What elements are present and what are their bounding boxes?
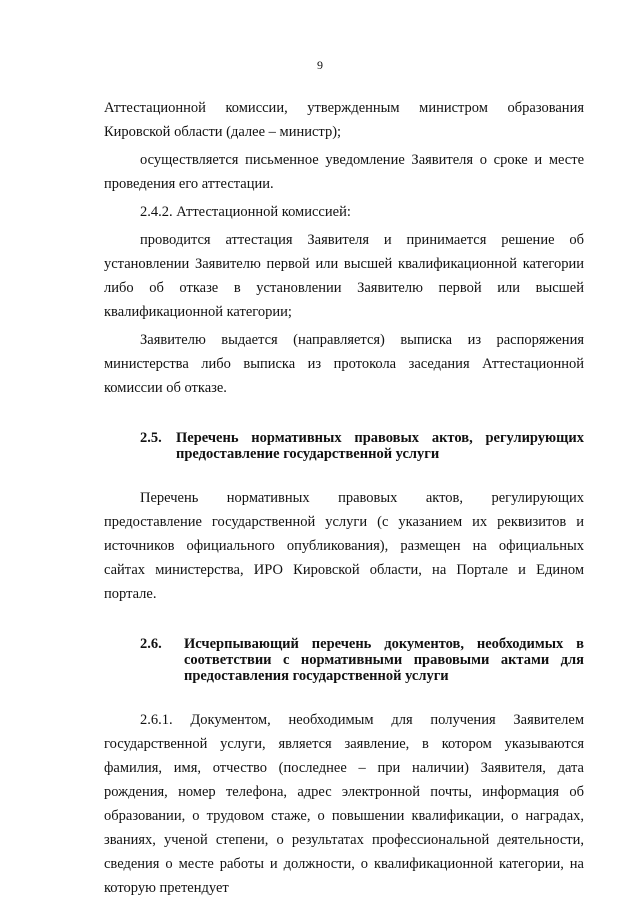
paragraph-attestation-decision: проводится аттестация Заявителя и принимается решение об установлении Заявителю первой или высшей квалификационной категории либо об отказе в установлении Заявителю первой или высшей квалификационной категории; — [104, 232, 584, 320]
section-title: Перечень нормативных правовых актов, регулирующих предоставление государственной услуги — [176, 430, 584, 462]
section-number: 2.6. — [140, 636, 162, 652]
paragraph-notification: осуществляется письменное уведомление Заявителя о сроке и месте проведения его аттестации. — [104, 152, 584, 192]
page-number: 9 — [317, 58, 323, 72]
paragraph-2-4-2: 2.4.2. Аттестационной комиссией: — [140, 204, 351, 220]
section-heading-2-6 — [104, 636, 584, 684]
section-number: 2.5. — [140, 430, 162, 446]
section-heading-2-5 — [104, 430, 584, 462]
document-body — [104, 96, 584, 900]
paragraph-commission-continuation: Аттестационной комиссии, утвержденным министром образования Кировской области (далее – министр); — [104, 100, 584, 140]
paragraph-2-6-1: 2.6.1. Документом, необходимым для получения Заявителем государственной услуги, является заявление, в котором указываются фамилия, имя, отчество (последнее – при наличии) Заявителя, дата рождения, номер телефона, адрес электронной почты, информация об образовании, о трудовом стаже, о повышении квалификации, о наградах, званиях, ученой степени, о результатах профессиональной деятельности, сведения о месте работы и должности, о квалификационной категории, на которую претендует — [104, 712, 584, 896]
section-title: Исчерпывающий перечень документов, необходимых в соответствии с нормативными правовыми актами для предоставления государственной услуги — [184, 636, 584, 684]
paragraph-extract-issued: Заявителю выдается (направляется) выписка из распоряжения министерства либо выписка из протокола заседания Аттестационной комиссии об отказе. — [104, 332, 584, 396]
paragraph-legal-acts: Перечень нормативных правовых актов, регулирующих предоставление государственной услуги (с указанием их реквизитов и источников официального опубликования), размещен на официальных сайтах министерства, ИРО Кировской области, на Портале и Едином портале. — [104, 490, 584, 602]
